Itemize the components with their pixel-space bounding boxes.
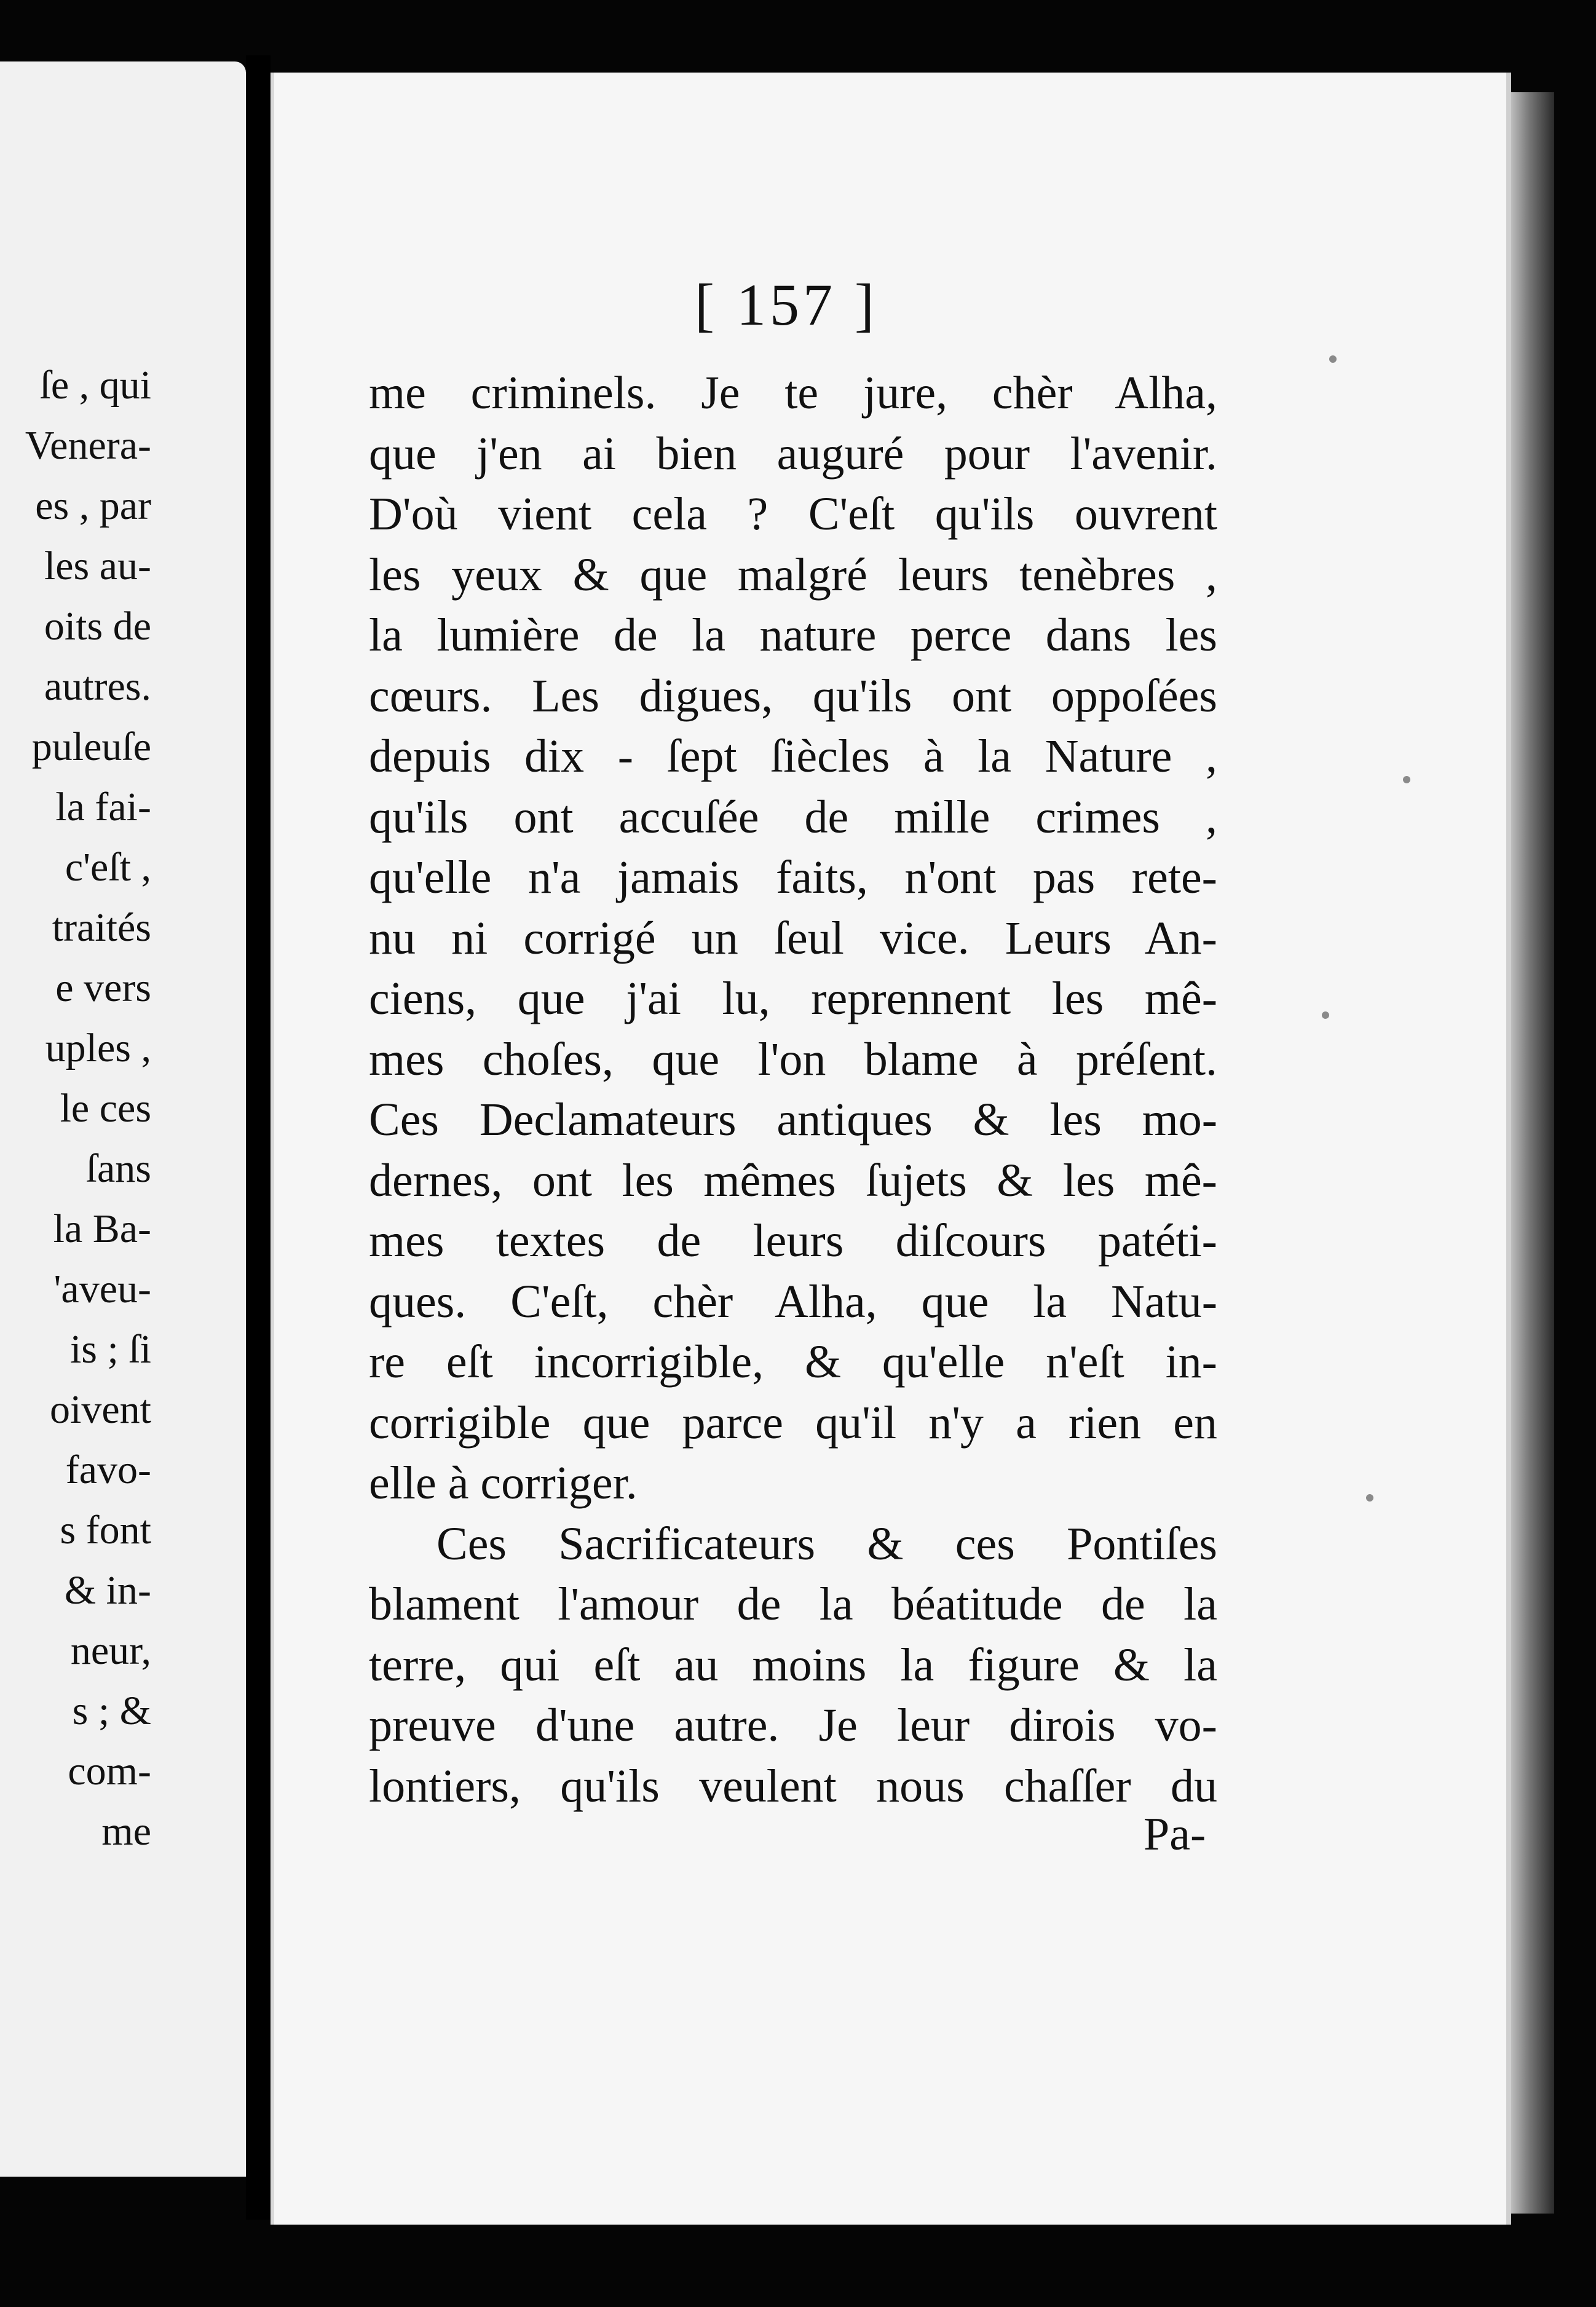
- text-line: Ces Sacrificateurs & ces Pontiſes: [437, 1518, 1217, 1570]
- left-page-line: com-: [68, 1749, 151, 1794]
- body-text: [369, 363, 1217, 1816]
- left-page-line: ſans: [85, 1146, 151, 1191]
- left-page-line: puleuſe: [31, 724, 151, 769]
- text-line: depuis dix - ſept ſiècles à la Nature ,: [369, 730, 1217, 782]
- left-page-line: oits de: [44, 604, 151, 649]
- left-page-line: la fai-: [55, 785, 151, 829]
- text-line: ciens, que j'ai lu, reprennent les mê-: [369, 973, 1217, 1024]
- left-page-line: autres.: [44, 664, 151, 709]
- text-line: lontiers, qu'ils veulent nous chaſſer du: [369, 1760, 1217, 1812]
- text-line: la lumière de la nature perce dans les: [369, 609, 1217, 661]
- text-line: ques. C'eſt, chèr Alha, que la Natu-: [369, 1275, 1217, 1328]
- left-page-line: 'aveu-: [53, 1267, 151, 1312]
- text-line: corrigible que parce qu'il n'y a rien en: [369, 1396, 1217, 1449]
- left-page-line: me: [101, 1809, 151, 1854]
- left-page-line: traités: [52, 905, 151, 950]
- text-line: les yeux & que malgré leurs tenèbres ,: [369, 548, 1217, 601]
- left-page-line: la Ba-: [53, 1206, 151, 1251]
- text-line: qu'elle n'a jamais faits, n'ont pas rete-: [369, 852, 1217, 903]
- left-page-line: & in-: [64, 1568, 151, 1613]
- text-line: D'où vient cela ? C'eſt qu'ils ouvrent: [369, 488, 1217, 540]
- speck: [1366, 1494, 1373, 1502]
- page-edge: [1511, 92, 1554, 2214]
- speck: [1322, 1011, 1329, 1019]
- left-page-text: [0, 355, 151, 1862]
- left-page-line: uples ,: [45, 1026, 151, 1070]
- text-line: mes textes de leurs diſcours patéti-: [369, 1215, 1217, 1267]
- left-page-line: ſe , qui: [39, 363, 151, 408]
- text-line: nu ni corrigé un ſeul vice. Leurs An-: [369, 912, 1217, 964]
- left-page-line: neur,: [70, 1628, 151, 1673]
- text-line: re eſt incorrigible, & qu'elle n'eſt in-: [369, 1336, 1217, 1388]
- text-line: dernes, ont les mêmes ſujets & les mê-: [369, 1154, 1217, 1206]
- text-line: mes choſes, que l'on blame à préſent.: [369, 1033, 1217, 1085]
- book-gutter: [246, 55, 271, 2220]
- left-page-line: is ; ſi: [69, 1327, 151, 1372]
- left-page-line: Venera-: [25, 423, 151, 468]
- left-facing-page: [0, 61, 246, 2177]
- speck: [1329, 355, 1337, 363]
- left-page-line: favo-: [65, 1447, 151, 1492]
- left-page-line: c'eſt ,: [65, 845, 151, 890]
- left-page-line: le ces: [60, 1086, 151, 1131]
- page-number: [ 157 ]: [695, 272, 878, 338]
- text-line: qu'ils ont accuſée de mille crimes ,: [369, 791, 1217, 843]
- text-line: terre, qui eſt au moins la figure & la: [369, 1639, 1217, 1691]
- left-page-line: oivent: [50, 1387, 151, 1432]
- speck: [1403, 776, 1410, 783]
- left-page-line: e vers: [55, 965, 151, 1010]
- text-line: me criminels. Je te jure, chèr Alha,: [369, 367, 1217, 419]
- text-line: Ces Declamateurs antiques & les mo-: [369, 1094, 1217, 1146]
- text-line: preuve d'une autre. Je leur dirois vo-: [369, 1700, 1217, 1751]
- left-page-line: s ; &: [72, 1688, 151, 1733]
- text-line: blament l'amour de la béatitude de la: [369, 1578, 1217, 1630]
- catchword: Pa-: [1144, 1808, 1206, 1860]
- left-page-line: s font: [60, 1508, 151, 1553]
- text-line: cœurs. Les digues, qu'ils ont oppoſées: [369, 670, 1217, 722]
- text-line: que j'en ai bien auguré pour l'avenir.: [369, 427, 1217, 480]
- text-line: elle à corriger.: [369, 1457, 638, 1509]
- left-page-line: es , par: [35, 483, 151, 528]
- left-page-line: les au-: [44, 544, 151, 588]
